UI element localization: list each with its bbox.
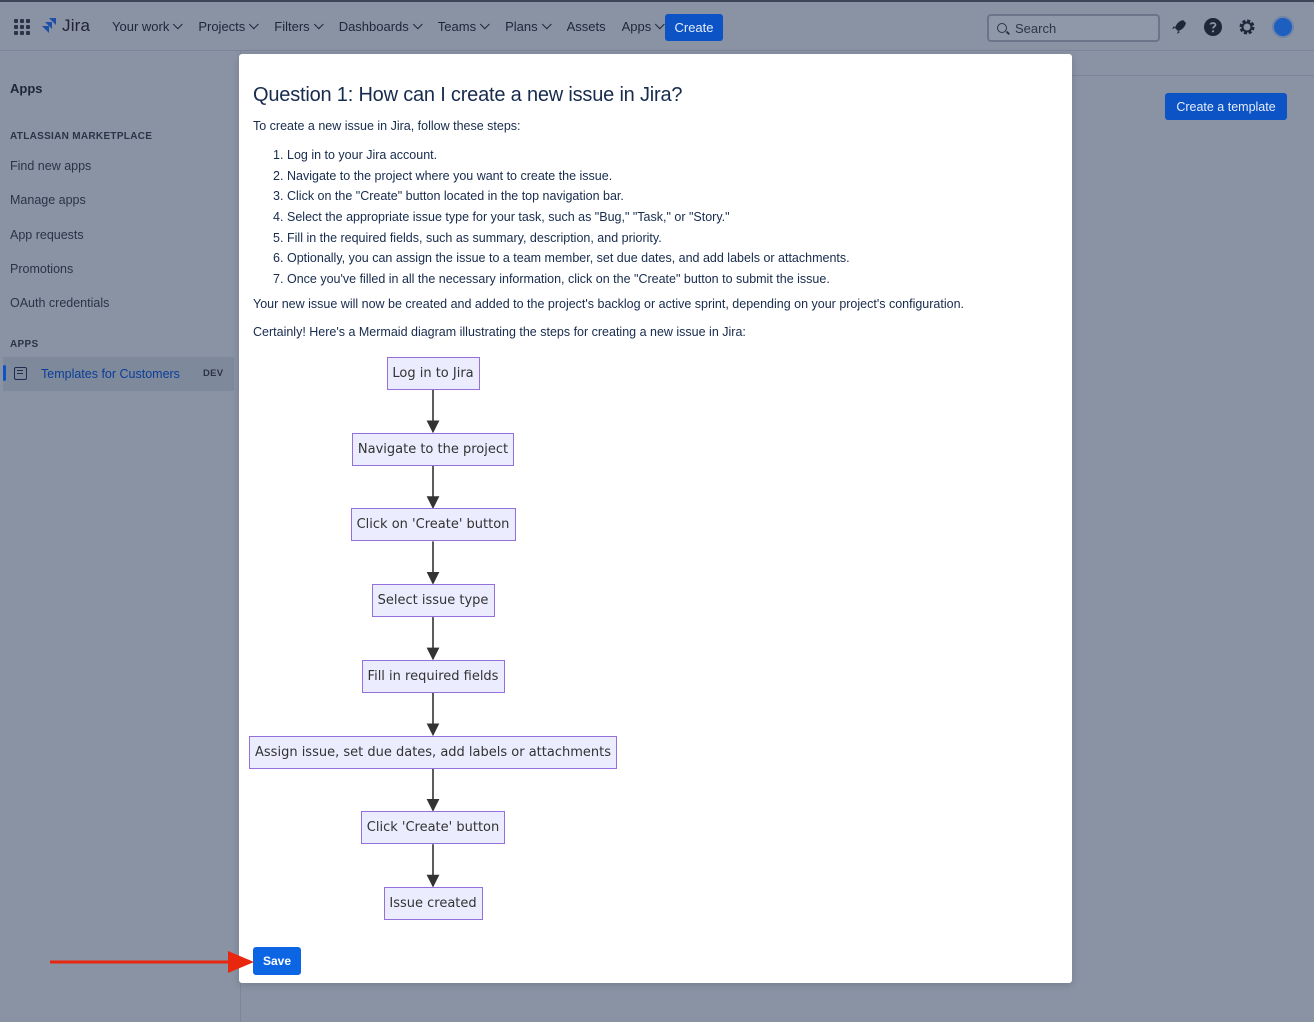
nav-item-label: Assets	[566, 19, 606, 34]
nav-menu	[104, 2, 672, 51]
flowchart-node: Log in to Jira	[387, 357, 480, 390]
marketplace-heading: ATLASSIAN MARKETPLACE	[10, 131, 153, 142]
nav-item-apps[interactable]	[614, 11, 673, 43]
chevron-down-icon	[173, 19, 183, 29]
search-input[interactable]	[987, 14, 1160, 42]
sidebar-item-label: Templates for Customers	[41, 367, 180, 381]
annotation-arrow-icon	[50, 950, 255, 974]
nav-item-filters[interactable]	[266, 11, 330, 43]
flowchart-node: Click 'Create' button	[361, 811, 505, 844]
create-button[interactable]: Create	[665, 14, 723, 41]
step-number: 7.	[273, 272, 284, 287]
step-number: 1.	[273, 148, 284, 162]
flowchart-node: Navigate to the project	[352, 433, 514, 466]
sidebar-item-app-requests[interactable]: App requests	[10, 228, 84, 242]
sidebar-item-oauth-credentials[interactable]: OAuth credentials	[10, 296, 110, 310]
nav-item-label: Teams	[437, 19, 477, 34]
settings-gear-icon[interactable]	[1237, 17, 1257, 37]
dev-badge: DEV	[203, 368, 224, 379]
sidebar-item-templates-for-customers[interactable]	[3, 357, 234, 391]
save-button[interactable]: Save	[253, 947, 301, 975]
nav-item-projects[interactable]	[190, 11, 266, 43]
nav-item-label: Your work	[112, 19, 170, 34]
diagram-intro-text: Certainly! Here's a Mermaid diagram illustrating the steps for creating a new issue in Jira:	[253, 325, 746, 339]
step-number: 4.	[273, 210, 284, 225]
help-icon[interactable]	[1203, 17, 1223, 37]
chevron-down-icon	[314, 19, 324, 29]
logo-text: Jira	[62, 16, 91, 35]
sidebar-item-promotions[interactable]: Promotions	[10, 262, 74, 276]
nav-item-label: Projects	[198, 19, 246, 34]
nav-item-label: Filters	[274, 19, 310, 34]
sidebar	[0, 51, 241, 1022]
sidebar-title: Apps	[10, 81, 43, 96]
flowchart-node: Click on 'Create' button	[351, 508, 516, 541]
user-avatar[interactable]	[1272, 16, 1294, 38]
search-placeholder: Search	[1015, 20, 1057, 36]
step-text: Once you've filled in all the necessary information, click on the "Create" button to submit the issue.	[287, 272, 830, 287]
question-modal	[239, 54, 1072, 983]
step-number: 5.	[273, 230, 284, 245]
step-text: Optionally, you can assign the issue to a team member, set due dates, and add labels or attachments.	[287, 251, 850, 266]
template-icon	[14, 367, 27, 380]
summary-text: Your new issue will now be created and added to the project's backlog or active sprint, depending on your project's configuration.	[253, 297, 964, 311]
nav-item-plans[interactable]	[497, 11, 559, 43]
active-indicator	[3, 365, 6, 381]
jira-logo-icon	[41, 17, 57, 35]
step-number: 3.	[273, 189, 284, 204]
flowchart-node: Fill in required fields	[362, 660, 505, 693]
flowchart-node: Assign issue, set due dates, add labels or attachments	[249, 736, 617, 769]
apps-heading: APPS	[10, 339, 39, 350]
step-text: Fill in the required fields, such as summary, description, and priority.	[287, 230, 662, 245]
nav-item-dashboards[interactable]	[331, 11, 430, 43]
step-text: Navigate to the project where you want to create the issue.	[287, 168, 613, 183]
chevron-down-icon	[480, 19, 490, 29]
step-text: Click on the "Create" button located in the top navigation bar.	[287, 189, 624, 204]
sidebar-item-find-new-apps[interactable]: Find new apps	[10, 159, 92, 173]
sidebar-item-manage-apps[interactable]: Manage apps	[10, 193, 86, 207]
question-title: Question 1: How can I create a new issue in Jira?	[253, 84, 683, 106]
step-number: 6.	[273, 251, 284, 266]
chevron-down-icon	[541, 19, 551, 29]
nav-item-your-work[interactable]	[104, 11, 190, 43]
step-text: Select the appropriate issue type for your task, such as "Bug," "Task," or "Story."	[287, 210, 730, 225]
intro-text: To create a new issue in Jira, follow these steps:	[253, 119, 521, 133]
chevron-down-icon	[249, 19, 259, 29]
nav-item-assets[interactable]	[559, 11, 614, 43]
nav-item-label: Dashboards	[338, 19, 409, 34]
flowchart-node: Issue created	[384, 887, 483, 920]
notifications-rocket-icon[interactable]	[1169, 17, 1189, 37]
chevron-down-icon	[413, 19, 423, 29]
app-switcher-icon[interactable]	[14, 19, 30, 35]
nav-item-label: Plans	[505, 19, 538, 34]
search-icon	[997, 23, 1007, 33]
flowchart-node: Select issue type	[372, 584, 495, 617]
nav-item-teams[interactable]	[430, 11, 497, 43]
step-text: Log in to your Jira account.	[287, 148, 438, 162]
top-navigation	[0, 0, 1314, 51]
step-number: 2.	[273, 168, 284, 183]
jira-logo[interactable]	[41, 16, 90, 36]
create-template-button[interactable]: Create a template	[1165, 93, 1287, 120]
nav-item-label: Apps	[621, 19, 652, 34]
chevron-down-icon	[655, 19, 665, 29]
